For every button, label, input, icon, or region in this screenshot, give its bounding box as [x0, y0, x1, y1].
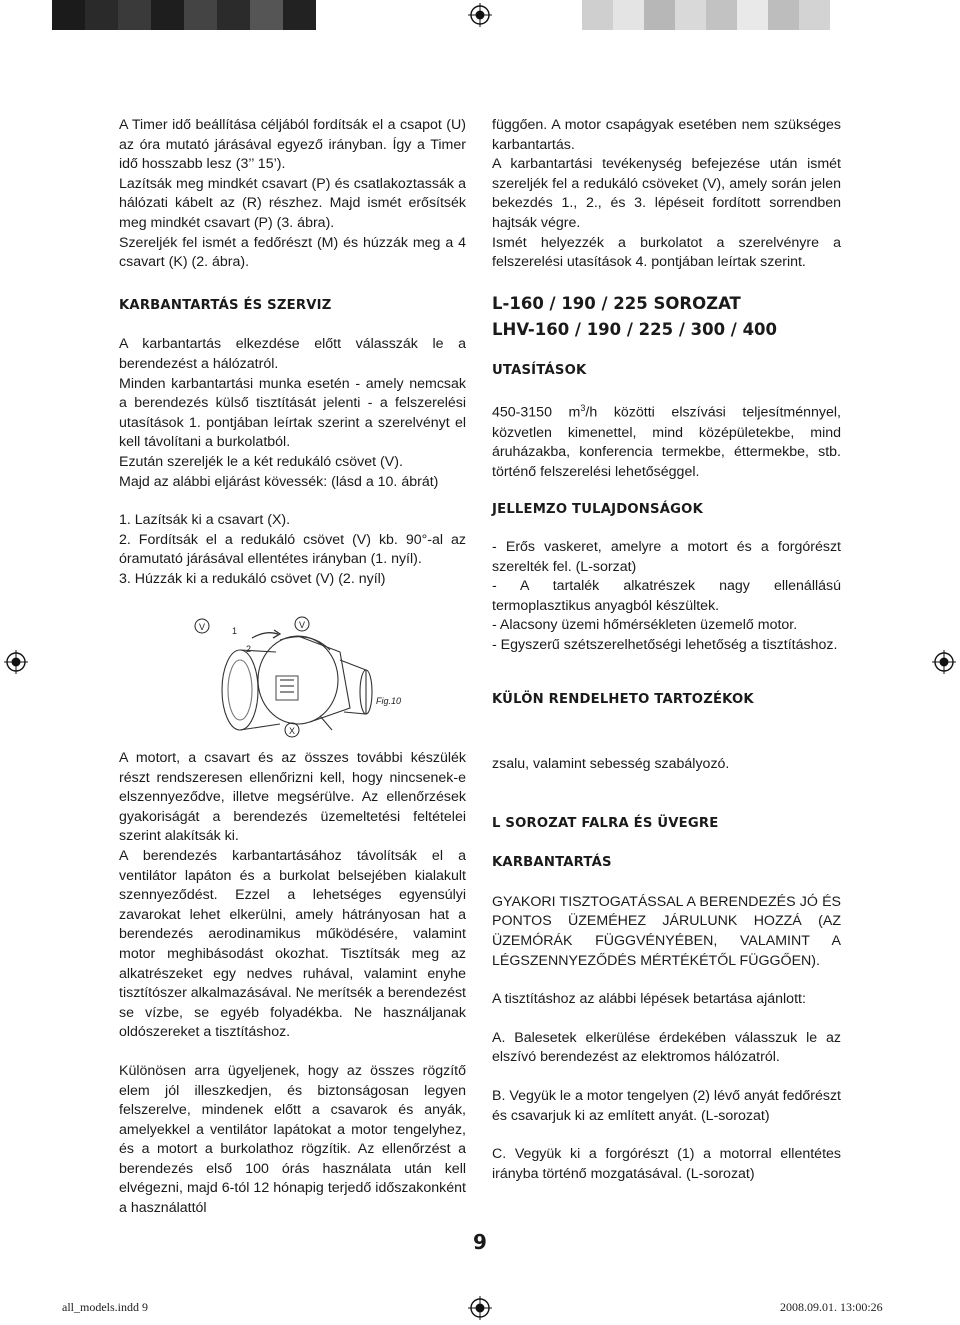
text-fragment: /h közötti elszívási teljesítménnyel, közvetlen kimenettel, mind középületekbe, mind áruházakba, konferencia termekbe, éttermekbe, stb. történő felszerelési lehetőséggel. — [492, 405, 841, 480]
registration-mark-icon — [4, 650, 28, 674]
section-heading: KARBANTARTÁS — [492, 855, 612, 871]
step-item: B. Vegyük le a motor tengelyen (2) lévő anyát fedőrészt és csavarjuk ki az említett anyát. (L-sorozat) — [492, 1087, 841, 1124]
section-heading: JELLEMZO TULAJDONSÁGOK — [492, 502, 703, 518]
feature-item: - A tartalék alkatrészek nagy ellenállású termoplasztikus anyagból készültek. — [492, 578, 841, 614]
figure-caption: Fig.10 — [376, 696, 402, 706]
paragraph: Ezután szereljék le a két redukáló csövet (V). — [119, 453, 403, 470]
paragraph: Különösen arra ügyeljenek, hogy az összes rögzítő elem jól illeszkedjen, és biztonságosan legyen felszerelve, mindenek előtt a csavarok és anyák, amelyekkel a ventilátor lapátokat a motor tengelyhez, és a motort a burkolathoz rögzítik. Az ellenőrzést a berendezés első 100 órás használata után kell elvégezni, majd 6-tól 12 hónapig terjedő időszakonként a használattól — [119, 1062, 466, 1217]
color-swatch — [184, 0, 217, 30]
paragraph: A motort, a csavart és az összes további készülék részt rendszeresen ellenőrizni kell, hogy nincsenek-e elszennyeződve, illetve megsérülve. Az ellenőrzések gyakoriságát a berendezés üzemeltetési feltételei szerint alakítsák ki. — [119, 750, 466, 845]
figure-label-v: V — [298, 620, 306, 630]
superscript: 3 — [580, 403, 586, 414]
left-column-top — [119, 116, 466, 589]
fan-figure-illustration — [180, 612, 410, 742]
paragraph — [492, 399, 841, 482]
color-swatch — [737, 0, 768, 30]
color-swatch — [768, 0, 799, 30]
color-bar-right — [582, 0, 830, 30]
text-fragment: 450-3150 m — [492, 405, 581, 422]
registration-mark-icon — [468, 1296, 492, 1320]
right-column-bottom — [492, 755, 841, 1184]
paragraph: A karbantartási tevékenység befejezése után ismét szereljék fel a redukáló csöveket (V), amely során jelen bekezdés 1., 2., és 3. lépéseit fordított sorrendben hajtsák végre. — [492, 156, 841, 231]
color-bar-left — [52, 0, 316, 30]
right-column-top — [492, 116, 841, 709]
step-item: 2. Fordítsák el a redukáló csövet (V) kb. 90°-al az óramutató járásával ellentétes irányban (1. nyíl). — [119, 531, 466, 568]
section-heading: KÜLÖN RENDELHETO TARTOZÉKOK — [492, 691, 754, 707]
left-column-bottom — [119, 749, 466, 1219]
registration-mark-icon — [468, 3, 492, 27]
color-swatch — [52, 0, 85, 30]
figure-label-x: X — [288, 726, 296, 736]
step-item: C. Vegyük ki a forgórészt (1) a motorral ellentétes irányba történő mozgatásával. (L-sorozat) — [492, 1146, 841, 1182]
paragraph: zsalu, valamint sebesség szabályozó. — [492, 756, 730, 772]
series-title: L-160 / 190 / 225 SOROZAT — [492, 293, 741, 313]
color-swatch — [799, 0, 830, 30]
color-swatch — [613, 0, 644, 30]
paragraph: függően. A motor csapágyak esetében nem szükséges karbantartás. — [492, 117, 841, 153]
section-heading: UTASÍTÁSOK — [492, 362, 587, 378]
color-swatch — [217, 0, 250, 30]
paragraph: Ismét helyezzék a burkolatot a szerelvényre a felszerelési utasítások 4. pontjában leírtak szerint. — [492, 234, 841, 271]
footer-timestamp: 2008.09.01. 13:00:26 — [780, 1300, 883, 1314]
color-swatch — [250, 0, 283, 30]
paragraph: Szereljék fel ismét a fedőrészt (M) és húzzák meg a 4 csavart (K) (2. ábra). — [119, 234, 466, 271]
color-swatch — [644, 0, 675, 30]
paragraph: Majd az alábbi eljárást kövessék: (lásd a 10. ábrát) — [119, 473, 439, 490]
figure-arrow-label: 2 — [246, 644, 252, 654]
color-swatch — [118, 0, 151, 30]
color-swatch — [706, 0, 737, 30]
section-heading: L SOROZAT FALRA ÉS ÜVEGRE — [492, 815, 719, 831]
paragraph: A Timer idő beállítása céljából fordítsák el a csapot (U) az óra mutató járásával egyező irányban. Így a Timer idő hosszabb lesz (3’’ 15’). — [119, 117, 466, 173]
paragraph: Minden karbantartási munka esetén - amely nemcsak a berendezés külső tisztítását jelenti - a felszerelési utasítások 1. pontjában leírtak szerint a szerelvényt el kell távolítani a burkolatból. — [119, 375, 466, 451]
figure-label-v: V — [198, 622, 206, 632]
footer-filename: all_models.indd 9 — [62, 1300, 148, 1314]
color-swatch — [582, 0, 613, 30]
feature-item: - Alacsony üzemi hőmérsékleten üzemelő motor. — [492, 617, 798, 634]
paragraph: A karbantartás elkezdése előtt válasszák le a berendezést a hálózatról. — [119, 336, 466, 372]
paragraph-caps: GYAKORI TISZTOGATÁSSAL A BERENDEZÉS JÓ ÉS PONTOS ÜZEMÉHEZ JÁRULUNK HOZZÁ (AZ ÜZEMÓRÁK FÜGGVÉNYÉBEN, VALAMINT A LÉGSZENNYEZŐDÉS MÉRTÉKÉTŐL FÜGGŐEN). — [492, 893, 841, 969]
color-swatch — [675, 0, 706, 30]
step-item: A. Balesetek elkerülése érdekében válasszuk le az elszívó berendezést az elektromos hálózatról. — [492, 1029, 841, 1066]
step-item: 1. Lazítsák ki a csavart (X). — [119, 512, 291, 529]
registration-mark-icon — [932, 650, 956, 674]
figure-arrow-label: 1 — [232, 626, 238, 636]
color-swatch — [151, 0, 184, 30]
series-title: LHV-160 / 190 / 225 / 300 / 400 — [492, 319, 778, 339]
section-heading: KARBANTARTÁS ÉS SZERVIZ — [119, 297, 332, 313]
color-swatch — [85, 0, 118, 30]
feature-item: - Egyszerű szétszerelhetőségi lehetőség a tisztításhoz. — [492, 637, 838, 654]
paragraph: A tisztításhoz az alábbi lépések betartása ajánlott: — [492, 991, 806, 1008]
step-item: 3. Húzzák ki a redukáló csövet (V) (2. nyíl) — [119, 570, 386, 587]
paragraph: Lazítsák meg mindkét csavart (P) és csatlakoztassák a hálózati kábelt az (R) részhez. Majd ismét erősítsék meg mindkét csavart (P) (3. ábra). — [119, 175, 466, 231]
feature-item: - Erős vaskeret, amelyre a motort és a forgórészt szerelték fel. (L-sorzat) — [492, 539, 841, 575]
color-swatch — [283, 0, 316, 30]
page-number: 9 — [473, 1230, 487, 1254]
paragraph: A berendezés karbantartásához távolítsák el a ventilátor lapáton és a burkolat belsejében kialakult szennyeződést. Ezzel a lehetséges egyensúlyi zavarokat lehet elkerülni, amely hátrányosan hat a berendezés aerodinamikus működésére, valamint motor meghibásodást okozhat. Tisztítsák meg az alkatrészeket egy nedves ruhával, valamint enyhe tisztítószer alkalmazásával. Ne merítsék a berendezést se vízbe, se egyéb folyadékba. Ne használjanak oldószereket a tisztításhoz. — [119, 847, 466, 1041]
